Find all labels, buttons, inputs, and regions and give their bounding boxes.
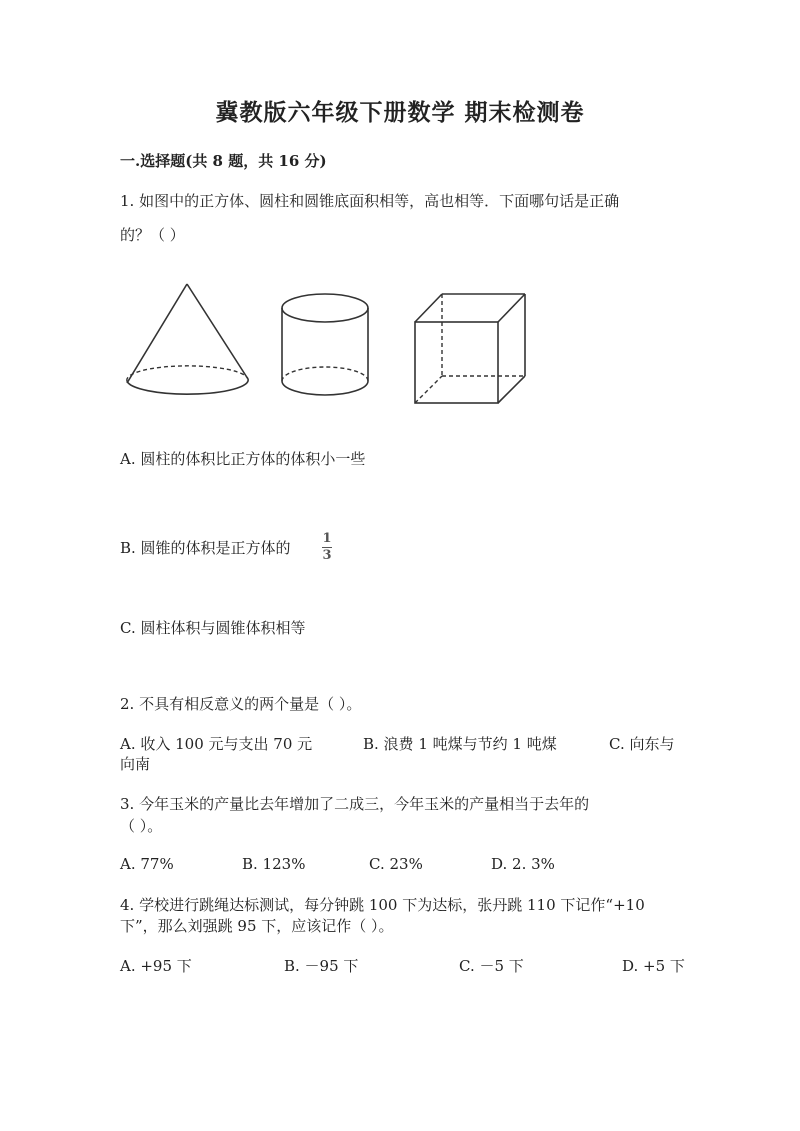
question-2-option-c: C. 向东与 [609, 735, 675, 753]
question-3-option-b: B. 123% [242, 855, 306, 873]
question-4-stem-line1: 4. 学校进行跳绳达标测试，每分钟跳 100 下为达标，张丹跳 110 下记作“+10 [120, 896, 645, 914]
page-title: 冀教版六年级下册数学 期末检测卷 [215, 99, 585, 126]
question-3-option-a: A. 77% [120, 855, 174, 873]
question-4-option-a: A. +95 下 [120, 957, 192, 975]
question-4-option-c: C. －5 下 [459, 957, 524, 975]
question-4-stem-line2: 下”，那么刘强跳 95 下，应该记作（ ）。 [120, 917, 394, 935]
question-3-option-d: D. 2. 3% [491, 855, 555, 873]
cone-icon [127, 284, 248, 394]
question-4-option-d: D. +5 下 [622, 957, 685, 975]
cube-icon [415, 294, 525, 403]
question-3-stem-line1: 3. 今年玉米的产量比去年增加了二成三，今年玉米的产量相当于去年的 [120, 795, 590, 813]
question-1-figures [120, 275, 540, 415]
question-1-option-c: C. 圆柱体积与圆锥体积相等 [120, 619, 306, 637]
question-2-option-a: A. 收入 100 元与支出 70 元 [120, 735, 313, 753]
question-1-option-a: A. 圆柱的体积比正方体的体积小一些 [120, 450, 366, 468]
question-2-option-b: B. 浪费 1 吨煤与节约 1 吨煤 [363, 735, 557, 753]
question-1-stem-line2: 的？（ ） [120, 226, 185, 244]
cylinder-icon [282, 294, 368, 395]
fraction-one-third [322, 532, 332, 563]
question-3-option-c: C. 23% [369, 855, 423, 873]
question-1-option-b-text: B. 圆锥的体积是正方体的 [120, 539, 291, 557]
question-4-option-b: B. －95 下 [284, 957, 359, 975]
fraction-numerator: 1 [322, 531, 332, 546]
section-heading: 一.选择题(共 8 题，共 16 分) [120, 152, 327, 170]
question-2-stem: 2. 不具有相反意义的两个量是（ ）。 [120, 695, 362, 713]
question-1-option-b [120, 537, 291, 558]
fraction-denominator: 3 [322, 548, 332, 563]
question-2-option-c-continued: 向南 [120, 755, 151, 773]
question-1-stem-line1: 1. 如图中的正方体、圆柱和圆锥底面积相等，高也相等．下面哪句话是正确 [120, 192, 620, 210]
question-3-stem-line2: （ ）。 [120, 817, 163, 835]
